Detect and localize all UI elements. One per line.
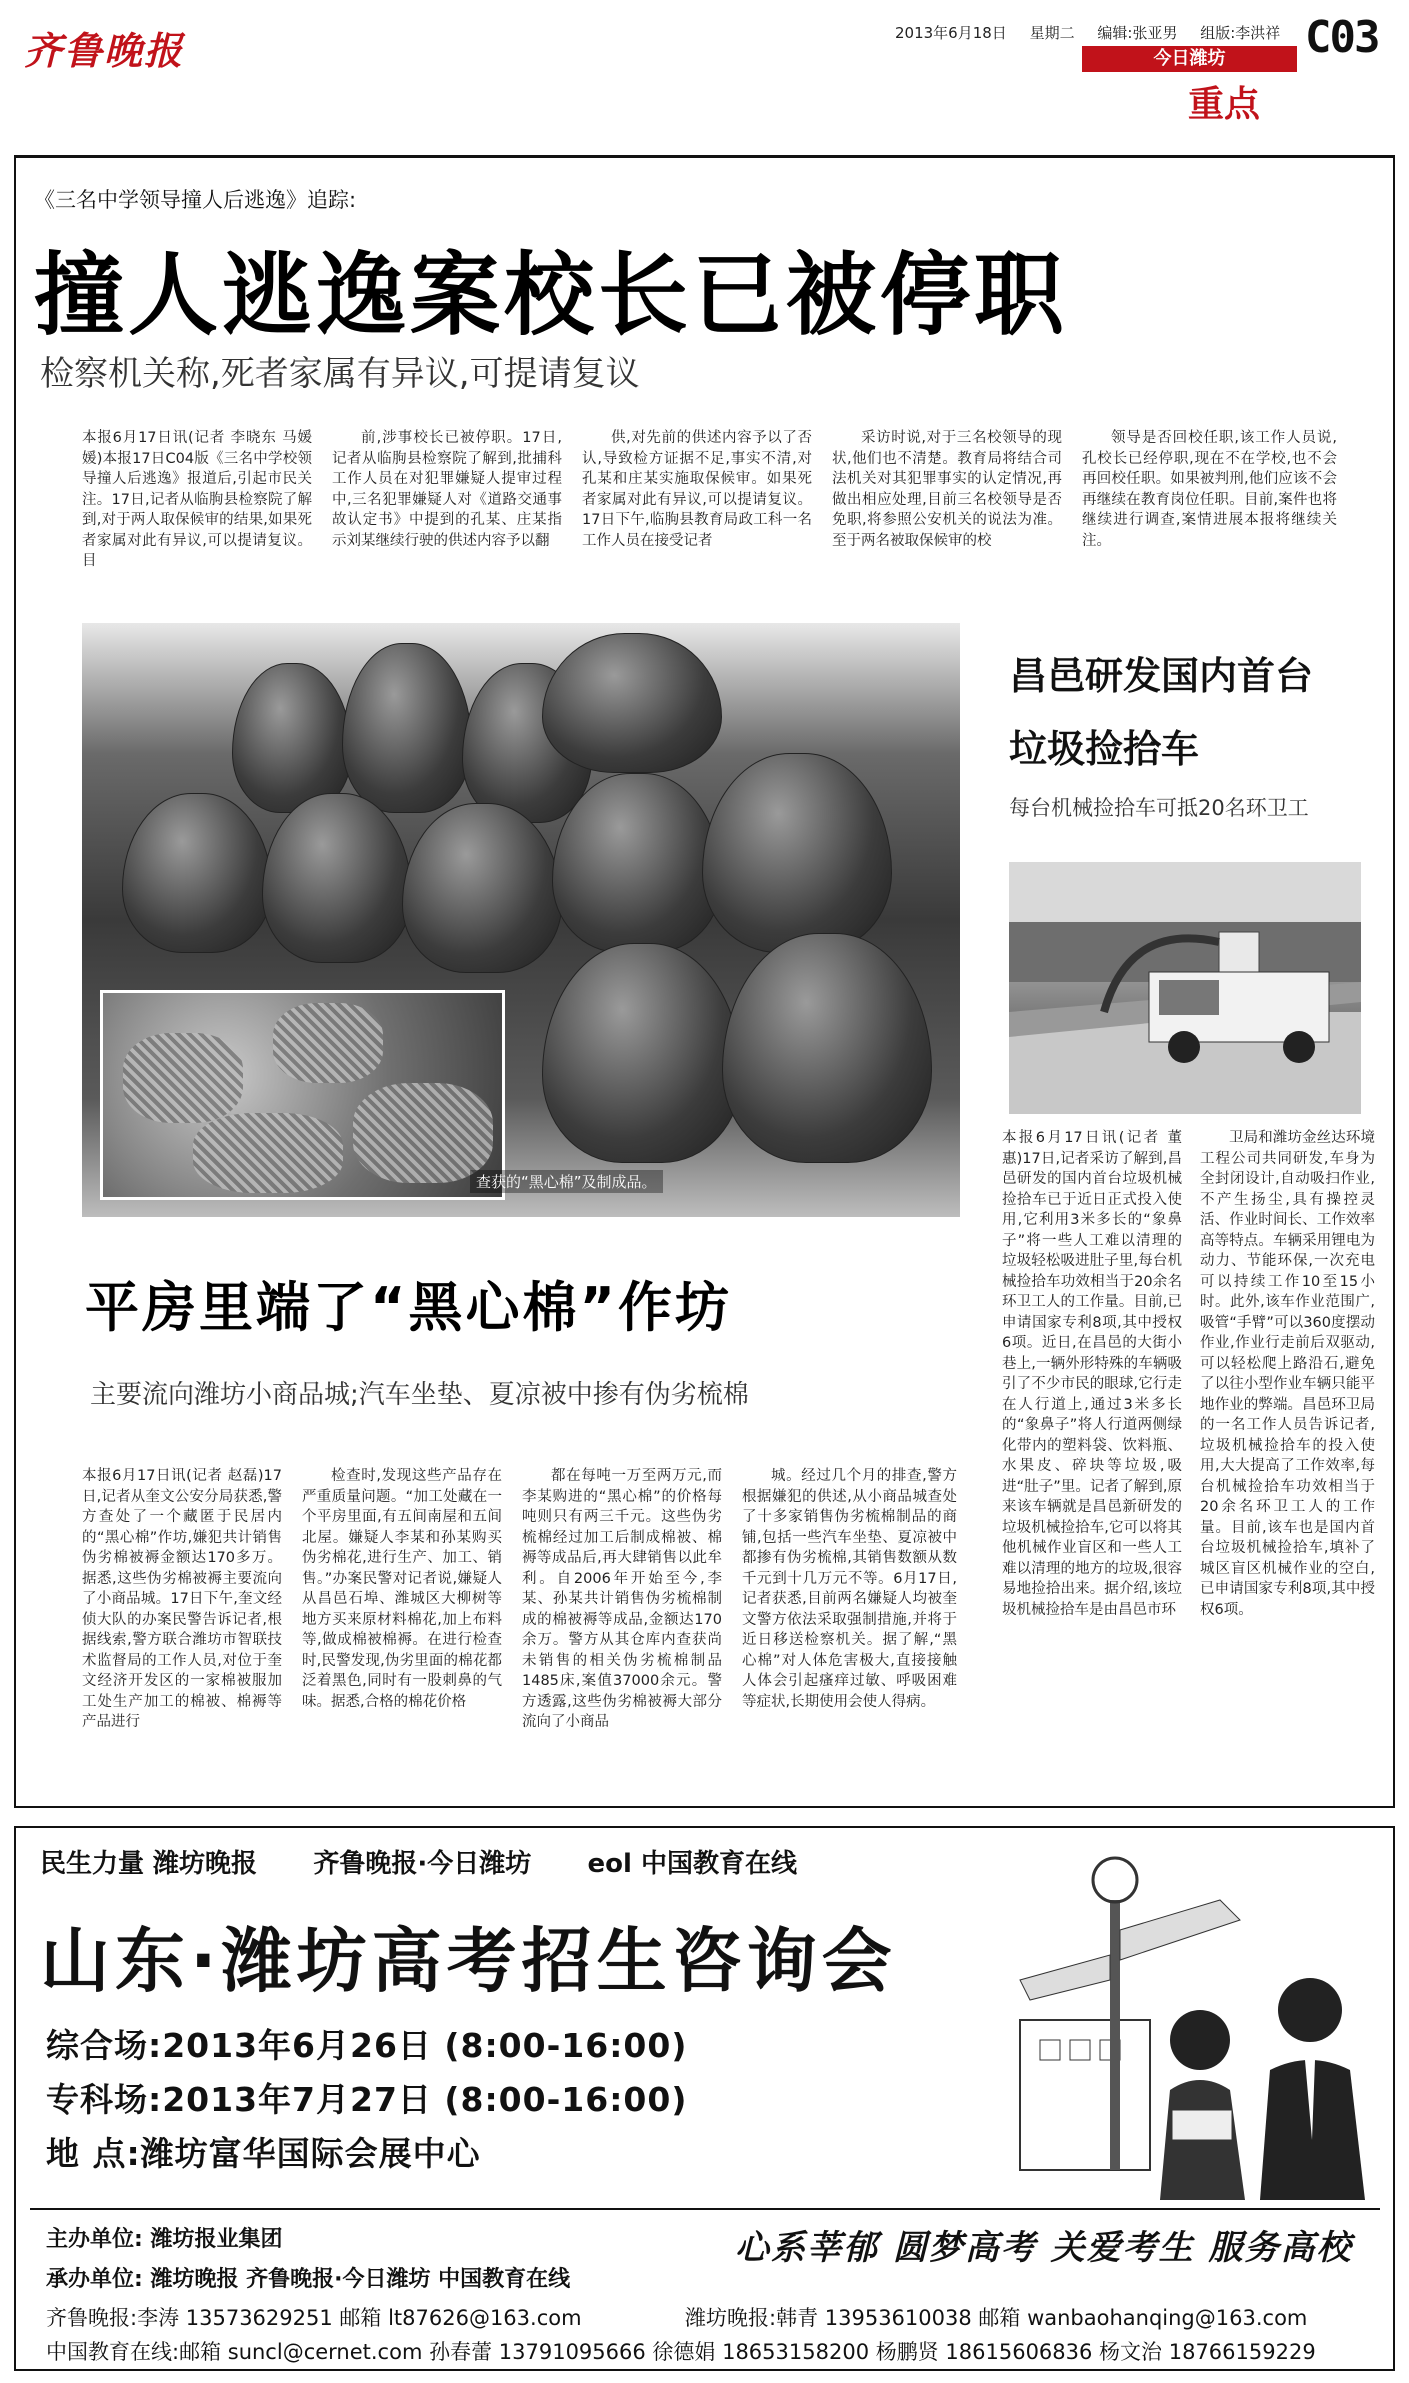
header-info bbox=[895, 22, 1298, 43]
fabric-pile bbox=[353, 1083, 493, 1183]
cotton-bag bbox=[542, 943, 742, 1163]
ad-host: 主办单位: 潍坊报业集团 bbox=[46, 2227, 283, 2252]
lead-col-4: 采访时说,对于三名校领导的现状,他们也不清楚。教育局将结合司法机关对其犯罪事实的认定情况,再做出相应处理,目前三名校领导是否免职,将参照公安机关的说法为准。至于两名被取保候审的校 bbox=[832, 430, 1062, 549]
cotton-col-1: 本报6月17日讯(记者 赵磊)17日,记者从奎文公安分局获悉,警方查处了一个藏匿于民居内的“黑心棉”作坊,嫌犯共计销售伪劣棉被褥金额达170多万。据悉,这些伪劣棉被褥主要流向了小商品城。17日下午,奎文经侦大队的办案民警告诉记者,根据线索,警方联合潍坊市智联技术监督局的工作人员,对位于奎文经济开发区的一家棉被服加工处生产加工的棉被、棉褥等产品进行 bbox=[82, 1468, 282, 1730]
page-number: C03 bbox=[1305, 12, 1379, 63]
cotton-bag bbox=[722, 933, 932, 1163]
column-label: 重点 bbox=[1188, 84, 1261, 125]
lead-subhead: 检察机关称,死者家属有异议,可提请复议 bbox=[40, 354, 640, 394]
ad-title: 山东·潍坊高考招生咨询会 bbox=[40, 1920, 897, 2002]
lead-col-5: 领导是否回校任职,该工作人员说,孔校长已经停职,现在不在学校,也不会再回校任职。如果被判刑,他们应该不会再继续在教育岗位任职。目前,案件也将继续进行调查,案情进展本报将继续关注。 bbox=[1082, 430, 1337, 549]
truck-photo bbox=[1009, 862, 1361, 1114]
qilu-evening-logo: 齐鲁晚报·今日潍坊 bbox=[313, 1849, 532, 1879]
issue-weekday: 星期二 bbox=[1029, 24, 1075, 42]
masthead-logo: 齐鲁晚报 bbox=[24, 28, 185, 73]
students-illustration bbox=[960, 1840, 1380, 2200]
cotton-col-2: 检查时,发现这些产品存在严重质量问题。“加工处藏在一个平房里面,有五间南屋和五间北屋。嫌疑人李某和孙某购买伪劣棉花,进行生产、加工、销售。”办案民警对记者说,嫌疑人从昌邑石埠、潍城区大柳树等地方买来原材料棉花,加上布料等,做成棉被棉褥。在进行检查时,民警发现,伪劣里面的棉花都泛着黑色,同时有一股刺鼻的气味。据悉,合格的棉花价格 bbox=[302, 1468, 502, 1710]
ad-college-session: 专科场:2013年7月27日 (8:00-16:00) bbox=[46, 2080, 688, 2119]
layout-credit: 组版:李洪祥 bbox=[1200, 24, 1281, 42]
cotton-bag bbox=[232, 663, 352, 813]
truck-col-1: 本报6月17日讯(记者 董惠)17日,记者采访了解到,昌邑研发的国内首台垃圾机械捡拾车已于近日正式投入使用,它利用3米多长的“象鼻子”将一些人工难以清理的垃圾轻松吸进肚子里,每台机械捡拾车功效相当于20余名环卫工人的工作量。目前,已申请国家专利8项,其中授权6项。近日,在昌邑的大街小巷上,一辆外形特殊的车辆吸引了不少市民的眼球,它行走在人行道上,通过3米多长的“象鼻子”将人行道两侧绿化带内的塑料袋、饮料瓶、水果皮、碎块等垃圾,吸进“肚子”里。记者了解到,原来该车辆就是昌邑新研发的垃圾机械捡拾车,它可以将其他机械作业盲区和一些人工难以清理的地方的垃圾,很容易地捡拾出来。据介绍,该垃圾机械捡拾车是由昌邑市环 bbox=[1002, 1130, 1182, 1618]
truck-headline-line-1: 昌邑研发国内首台 bbox=[1009, 654, 1314, 698]
lead-kicker: 《三名中学领导撞人后逃逸》追踪: bbox=[34, 188, 357, 212]
issue-date: 2013年6月18日 bbox=[895, 24, 1007, 42]
ad-venue: 地 点:潍坊富华国际会展中心 bbox=[46, 2134, 481, 2173]
cotton-bag bbox=[342, 643, 472, 813]
cotton-col-3: 都在每吨一万至两万元,而李某购进的“黑心棉”的价格每吨则只有两三千元。这些伪劣梳棉经过加工后制成棉被、棉褥等成品后,再大肆销售以此牟利。自2006年开始至今,李某、孙某共计销售伪劣梳棉制成的棉被褥等成品,金额达170余万。警方从其仓库内查获尚未销售的相关伪劣梳棉制品1485床,案值37000余元。警方透露,这些伪劣棉被褥大部分流向了小商品 bbox=[522, 1468, 722, 1730]
truck-illustration bbox=[1009, 862, 1361, 1114]
fabric-pile bbox=[123, 1033, 243, 1123]
cotton-headline: 平房里端了“黑心棉”作坊 bbox=[85, 1276, 732, 1339]
eol-logo: eol 中国教育在线 bbox=[587, 1849, 797, 1879]
ad-contact-weifang: 潍坊晚报:韩青 13953610038 邮箱 wanbaohanqing@163.com bbox=[685, 2306, 1308, 2330]
cotton-bag bbox=[702, 753, 892, 953]
cotton-inset-photo bbox=[100, 990, 505, 1200]
cotton-bag bbox=[402, 803, 562, 973]
photo-caption: 查获的“黑心棉”及制成品。 bbox=[470, 1170, 663, 1193]
truck-col-2: 卫局和潍坊金丝达环境工程公司共同研发,车身为全封闭设计,自动吸扫作业,不产生扬尘,具有操控灵活、作业时间长、工作效率高等特点。车辆采用锂电为动力、节能环保,一次充电可以持续工作10至15小时。此外,该车作业范围广,吸管“手臂”可以360度摆动作业,作业行走前后双驱动,可以轻松爬上路沿石,避免了以往小型作业车辆只能平地作业的弊端。昌邑环卫局的一名工作人员告诉记者,垃圾机械捡拾车的投入使用,大大提高了工作效率,每台机械捡拾车功效相当于20余名环卫工人的工作量。目前,该车也是国内首台垃圾机械捡拾车,填补了城区盲区机械作业的空白,已申请国家专利8项,其中授权6项。 bbox=[1200, 1130, 1375, 1618]
cotton-bag bbox=[552, 773, 722, 953]
ad-logos bbox=[40, 1843, 845, 1880]
ad-organizers: 承办单位: 潍坊晚报 齐鲁晚报·今日潍坊 中国教育在线 bbox=[46, 2267, 571, 2292]
truck-subhead: 每台机械捡拾车可抵20名环卫工 bbox=[1009, 796, 1309, 820]
cotton-col-4: 城。经过几个月的排查,警方根据嫌犯的供述,从小商品城查处了十多家销售伪劣梳棉制品的商铺,包括一些汽车坐垫、夏凉被中都掺有伪劣梳棉,其销售数额从数千元到十几万元不等。6月17日,记者获悉,目前两名嫌疑人均被奎文警方依法采取强制措施,并将于近日移送检察机关。据了解,“黑心棉”对人体危害极大,直接接触人体会引起瘙痒过敏、呼吸困难等症状,长期使用会使人得病。 bbox=[742, 1468, 957, 1710]
cotton-bag bbox=[122, 793, 272, 953]
truck-headline-line-2: 垃圾捡拾车 bbox=[1009, 727, 1200, 771]
section-label: 今日潍坊 bbox=[1082, 46, 1297, 72]
ad-contact-eol: 中国教育在线:邮箱 suncl@cernet.com 孙春蕾 13791095666 徐德娟 18653158200 杨鹏贤 18615606836 杨文治 18766159229 bbox=[46, 2340, 1316, 2364]
lead-col-2: 前,涉事校长已被停职。17日,记者从临朐县检察院了解到,批捕科工作人员在对犯罪嫌疑人提审过程中,三名犯罪嫌疑人对《道路交通事故认定书》中提到的孔某、庄某指示刘某继续行驶的供述内容予以翻 bbox=[332, 430, 562, 549]
editor-credit: 编辑:张亚男 bbox=[1097, 24, 1178, 42]
weifang-evening-logo: 民生力量 潍坊晚报 bbox=[40, 1849, 258, 1879]
cotton-bag bbox=[542, 633, 722, 773]
lead-col-1: 本报6月17日讯(记者 李晓东 马媛媛)本报17日C04版《三名中学校领导撞人后逃逸》报道后,引起市民关注。17日,记者从临朐县检察院了解到,对于两人取保候审的结果,如果死者家属对此有异议,可以提请复议。目 bbox=[82, 430, 312, 569]
lead-col-3: 供,对先前的供述内容予以了否认,导致检方证据不足,事实不清,对孔某和庄某实施取保候审。如果死者家属对此有异议,可以提请复议。17日下午,临朐县教育局政工科一名工作人员在接受记者 bbox=[582, 430, 812, 549]
cotton-bag bbox=[262, 793, 412, 963]
fabric-pile bbox=[193, 1113, 343, 1193]
ad-separator bbox=[30, 2208, 1380, 2210]
ad-general-session: 综合场:2013年6月26日 (8:00-16:00) bbox=[46, 2026, 688, 2065]
ad-slogan: 心系莘郁 圆梦高考 关爱考生 服务高校 bbox=[735, 2228, 1353, 2268]
fabric-pile bbox=[273, 1003, 383, 1083]
cotton-subhead: 主要流向潍坊小商品城;汽车坐垫、夏凉被中掺有伪劣梳棉 bbox=[90, 1380, 749, 1410]
ad-contact-qilu: 齐鲁晚报:李涛 13573629251 邮箱 lt87626@163.com bbox=[46, 2306, 582, 2330]
lead-headline: 撞人逃逸案校长已被停职 bbox=[34, 243, 1068, 348]
